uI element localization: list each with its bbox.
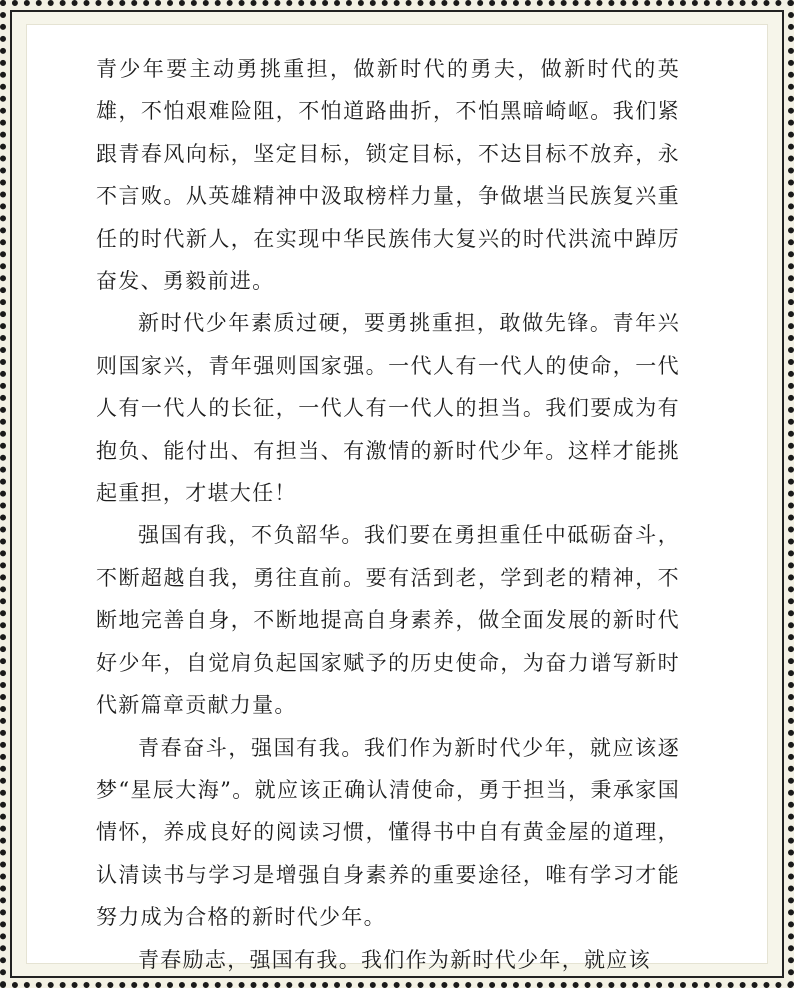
paragraph-5: 青春励志，强国有我。我们作为新时代少年，就应该	[138, 947, 651, 972]
paragraph-2: 新时代少年素质过硬，要勇挑重担，敢做先锋。青年兴则国家兴，青年强则国家强。一代人有一代人的使命，一代人有一代人的长征，一代人有一代人的担当。我们要成为有抱负、能付出、有担当、有激情的新时代少年。这样才能挑起重担，才堪大任！	[96, 311, 680, 506]
paragraph-4: 青春奋斗，强国有我。我们作为新时代少年，就应该逐梦“星辰大海”。就应该正确认清使命，勇于担当，秉承家国情怀，养成良好的阅读习惯，懂得书中自有黄金屋的道理，认清读书与学习是增强自身素养的重要途径，唯有学习才能努力成为合格的新时代少年。	[96, 735, 680, 930]
article-body	[96, 48, 680, 981]
paragraph-3: 强国有我，不负韶华。我们要在勇担重任中砥砺奋斗，不断超越自我，勇往直前。要有活到老，学到老的精神，不断地完善自身，不断地提高自身素养，做全面发展的新时代好少年，自觉肩负起国家赋予的历史使命，为奋力谱写新时代新篇章贡献力量。	[96, 523, 680, 718]
paragraph-1: 青少年要主动勇挑重担，做新时代的勇夫，做新时代的英雄，不怕艰难险阻，不怕道路曲折，不怕黑暗崎岖。我们紧跟青春风向标，坚定目标，锁定目标，不达目标不放弃，永不言败。从英雄精神中汲取榜样力量，争做堪当民族复兴重任的时代新人，在实现中华民族伟大复兴的时代洪流中踔厉奋发、勇毅前进。	[96, 57, 680, 294]
